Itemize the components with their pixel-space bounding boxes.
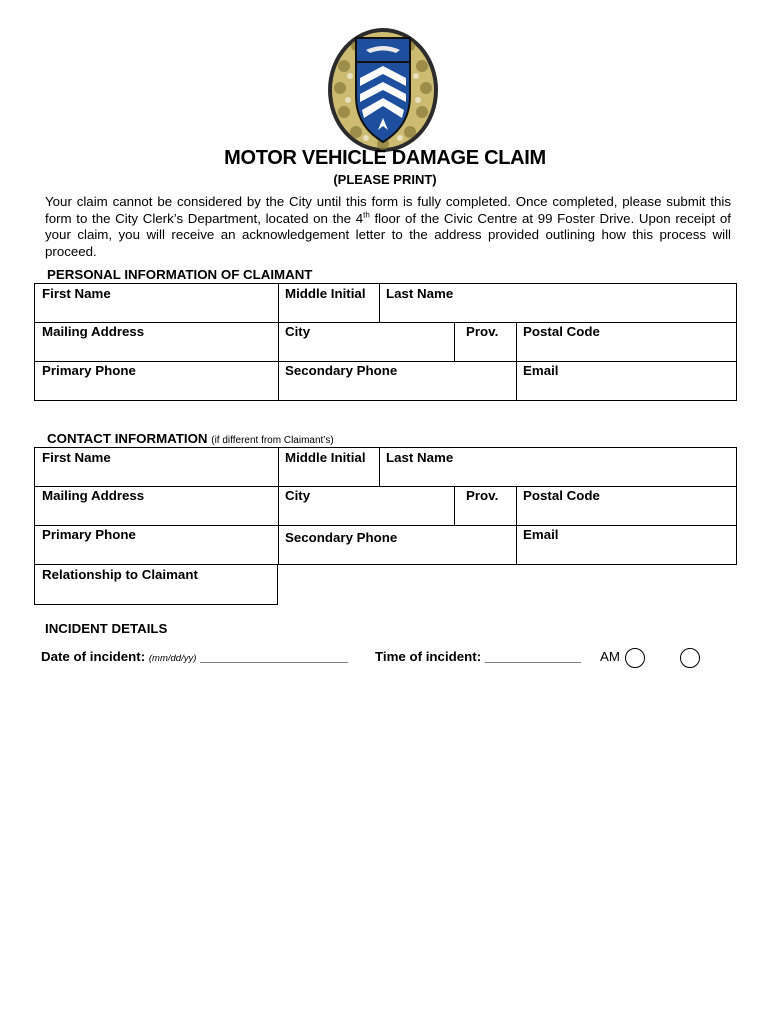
contact-info-table bbox=[34, 447, 737, 565]
personal-info-heading: PERSONAL INFORMATION OF CLAIMANT bbox=[47, 267, 313, 282]
form-subtitle: (PLEASE PRINT) bbox=[333, 172, 437, 187]
contact-province-field[interactable]: Prov. bbox=[466, 488, 499, 503]
contact-info-heading: CONTACT INFORMATION (if different from Claimant’s) bbox=[47, 431, 334, 446]
contact-email-field[interactable]: Email bbox=[523, 527, 559, 542]
contact-info-note: (if different from Claimant’s) bbox=[211, 435, 334, 446]
last-name-field[interactable]: Last Name bbox=[386, 286, 454, 301]
time-of-incident-label: Time of incident: bbox=[375, 649, 482, 664]
contact-postal-code-field[interactable]: Postal Code bbox=[523, 488, 600, 503]
time-of-incident-input[interactable]: _____________ bbox=[484, 649, 581, 664]
first-name-field[interactable]: First Name bbox=[42, 286, 111, 301]
am-label: AM bbox=[600, 649, 620, 664]
form-title: MOTOR VEHICLE DAMAGE CLAIM bbox=[224, 147, 546, 169]
mailing-address-field[interactable]: Mailing Address bbox=[42, 324, 145, 339]
time-of-incident-row bbox=[375, 649, 581, 664]
contact-last-name-field[interactable]: Last Name bbox=[386, 450, 454, 465]
primary-phone-field[interactable]: Primary Phone bbox=[42, 363, 136, 378]
date-of-incident-label: Date of incident: bbox=[41, 649, 146, 664]
contact-primary-phone-field[interactable]: Primary Phone bbox=[42, 527, 136, 542]
pm-radio[interactable] bbox=[680, 648, 700, 668]
province-field[interactable]: Prov. bbox=[466, 324, 499, 339]
date-format-hint: (mm/dd/yy) bbox=[148, 653, 197, 664]
incident-details-heading: INCIDENT DETAILS bbox=[45, 621, 168, 636]
contact-secondary-phone-field[interactable]: Secondary Phone bbox=[285, 530, 398, 545]
secondary-phone-field[interactable]: Secondary Phone bbox=[285, 363, 398, 378]
contact-mailing-address-field[interactable]: Mailing Address bbox=[42, 488, 145, 503]
contact-first-name-field[interactable]: First Name bbox=[42, 450, 111, 465]
relationship-to-claimant-field[interactable]: Relationship to Claimant bbox=[42, 567, 198, 582]
date-of-incident-row bbox=[41, 649, 348, 664]
contact-middle-initial-field[interactable]: Middle Initial bbox=[285, 450, 366, 465]
coat-of-arms-icon bbox=[326, 26, 440, 154]
middle-initial-field[interactable]: Middle Initial bbox=[285, 286, 366, 301]
email-field[interactable]: Email bbox=[523, 363, 559, 378]
intro-paragraph: Your claim cannot be considered by the City until this form is fully completed. Once completed, please submit this form to the City Clerk’s Department, located on the 4th floor of the Civic Centre at 99 Foster Drive. Upon receipt of your claim, you will receive an acknowledgement letter to the address provided outlining how this process will proceed. bbox=[45, 194, 731, 259]
date-of-incident-input[interactable]: ____________________ bbox=[200, 649, 348, 664]
am-radio[interactable] bbox=[625, 648, 645, 668]
relationship-field-box[interactable] bbox=[34, 564, 278, 605]
postal-code-field[interactable]: Postal Code bbox=[523, 324, 600, 339]
city-field[interactable]: City bbox=[285, 324, 311, 339]
personal-info-table bbox=[34, 283, 737, 401]
contact-city-field[interactable]: City bbox=[285, 488, 311, 503]
